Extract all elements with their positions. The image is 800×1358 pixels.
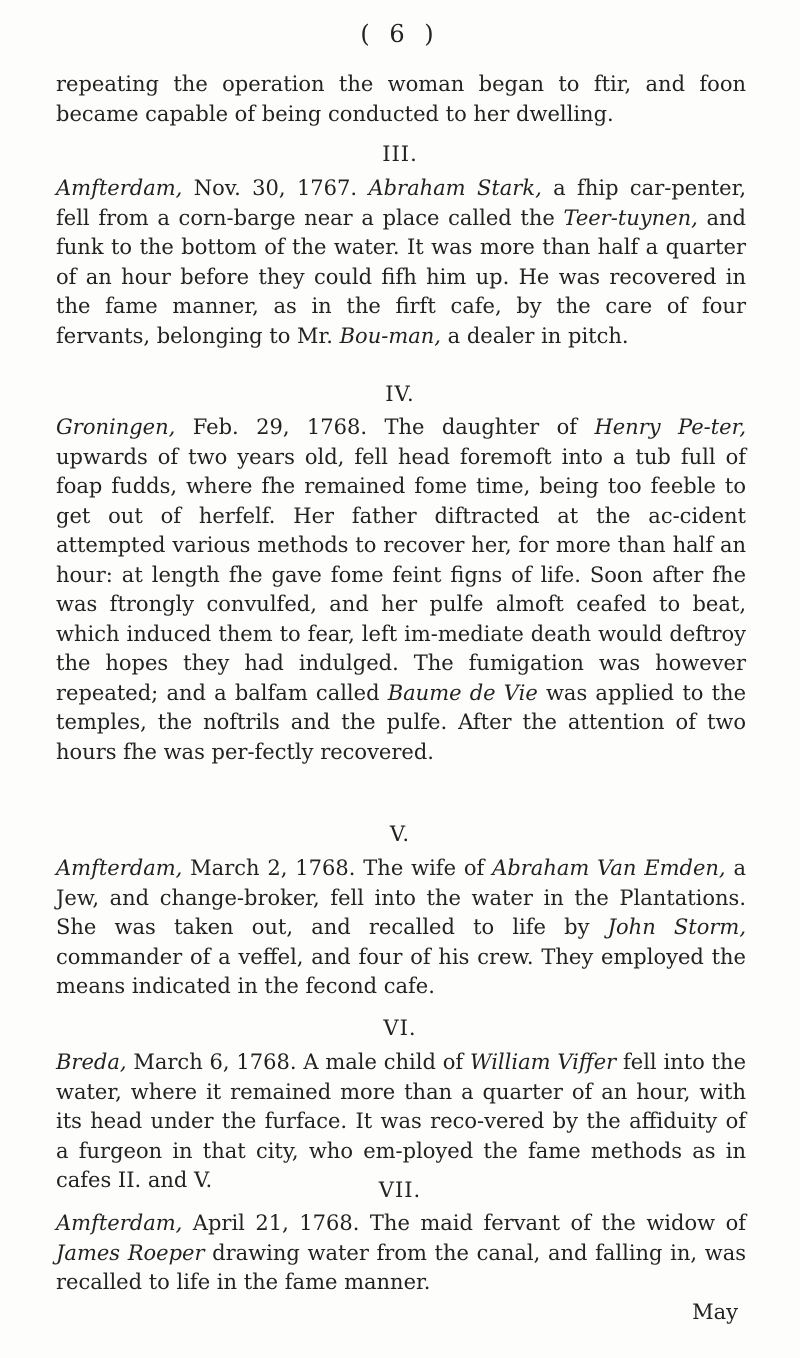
case-body: The maid fervant of the widow of bbox=[369, 1211, 747, 1235]
case-numeral-iii: III. bbox=[382, 142, 418, 166]
case-body: a fhip car-penter, fell from a corn-barge near a place called the bbox=[56, 176, 746, 230]
case-text bbox=[56, 1048, 746, 1196]
case-paragraph-vi bbox=[56, 1048, 746, 1196]
case-numeral-vii: VII. bbox=[378, 1178, 422, 1202]
case-term: Baume de Vie bbox=[387, 680, 538, 705]
case-person: Henry Pe-ter, bbox=[594, 415, 747, 439]
case-text bbox=[56, 174, 746, 351]
case-person-secondary: Bou-man, bbox=[339, 323, 441, 348]
case-numeral-vi: VI. bbox=[383, 1016, 417, 1040]
case-text bbox=[56, 854, 746, 1002]
case-body: The wife of bbox=[363, 856, 493, 880]
case-place: Amfterdam, bbox=[56, 176, 183, 200]
case-body: upwards of two years old, fell head foremoft into a tub full of foap fudds, where fhe remained fome time, being too feeble to get out of herfelf. Her father diftracted at the ac-cident attempted various methods to recover her, for more than half an hour: at length fhe gave fome feint figns of life. Soon after fhe was ftrongly convulfed, and her pulfe almoft ceafed to beat, which induced them to fear, left im-mediate death would deftroy the hopes they had indulged. The fumigation was however repeated; and a balfam called bbox=[56, 444, 746, 705]
case-numeral-iv: IV. bbox=[385, 382, 415, 406]
case-body: fell into the water, where it remained more than a quarter of an hour, with its head under the furface. It was reco-vered by the affiduity of a furgeon in that city, who em-ployed the fame methods as in cafes II. and V. bbox=[56, 1050, 747, 1192]
case-text bbox=[56, 1209, 746, 1298]
case-date: Feb. 29, 1768. bbox=[175, 415, 385, 439]
case-body: The daughter of bbox=[384, 415, 595, 439]
catchword: May bbox=[692, 1300, 738, 1324]
case-place: Breda, bbox=[56, 1050, 127, 1074]
case-numeral-v: V. bbox=[389, 822, 411, 846]
case-date: April 21, 1768. bbox=[182, 1211, 370, 1235]
case-body: A male child of bbox=[303, 1050, 470, 1074]
case-paragraph-iii bbox=[56, 174, 746, 351]
case-term: Teer-tuynen, bbox=[563, 205, 698, 230]
case-date: March 6, 1768. bbox=[126, 1050, 304, 1074]
continuation-paragraph bbox=[56, 70, 746, 129]
case-body: a Jew, and change-broker, fell into the water in the Plantations. She was taken out, and recalled to life by bbox=[56, 856, 746, 939]
case-paragraph-iv bbox=[56, 413, 746, 767]
case-place: Amfterdam, bbox=[56, 856, 183, 880]
continuation-text: repeating the operation the woman began to ftir, and foon became capable of being conducted to her dwelling. bbox=[56, 72, 746, 126]
case-person-secondary: John Storm, bbox=[607, 915, 747, 939]
case-person: James Roeper bbox=[56, 1240, 205, 1265]
case-person: Abraham Van Emden, bbox=[492, 856, 726, 880]
case-person: William Viffer bbox=[469, 1050, 617, 1074]
case-place: Groningen, bbox=[56, 415, 176, 439]
page-number: ( 6 ) bbox=[360, 20, 440, 48]
case-text bbox=[56, 413, 746, 767]
case-body: was applied to the temples, the noftrils and the pulfe. After the attention of two hours fhe was per-fectly recovered. bbox=[56, 680, 746, 764]
case-date: Nov. 30, 1767. bbox=[182, 176, 369, 200]
case-paragraph-v bbox=[56, 854, 746, 1002]
case-body: a dealer in pitch. bbox=[440, 323, 629, 348]
case-paragraph-vii bbox=[56, 1209, 746, 1298]
case-date: March 2, 1768. bbox=[182, 856, 364, 880]
case-body: commander of a veffel, and four of his crew. They employed the means indicated in the fecond cafe. bbox=[56, 944, 746, 998]
case-body: drawing water from the canal, and falling in, was recalled to life in the fame manner. bbox=[56, 1240, 746, 1294]
case-body: and funk to the bottom of the water. It was more than half a quarter of an hour before they could fifh him up. He was recovered in the fame manner, as in the firft cafe, by the care of four fervants, belonging to Mr. bbox=[56, 205, 746, 348]
case-place: Amfterdam, bbox=[56, 1211, 183, 1235]
case-person: Abraham Stark, bbox=[368, 176, 542, 200]
